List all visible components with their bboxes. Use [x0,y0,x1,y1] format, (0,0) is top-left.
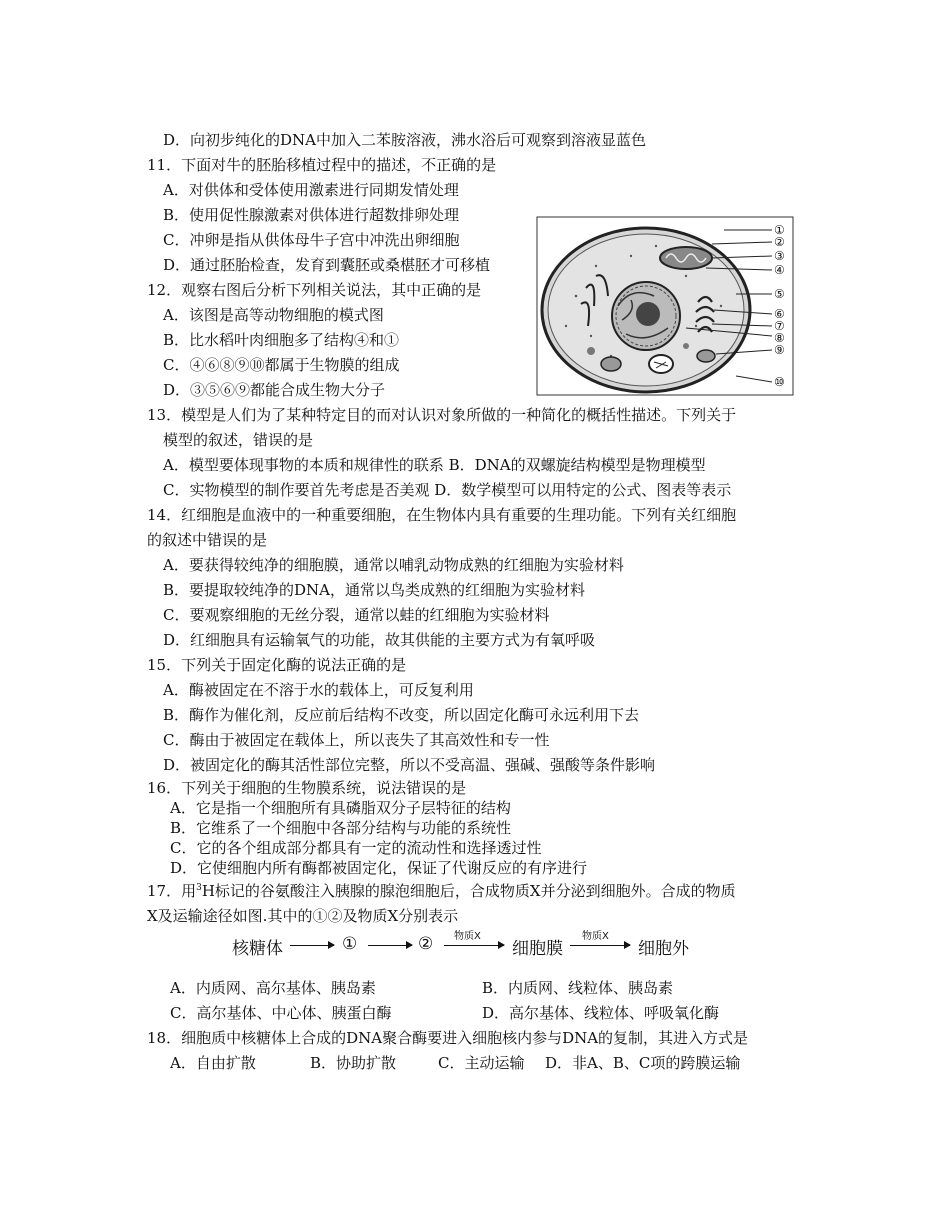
pathway-membrane: 细胞膜 [512,939,563,959]
q17-option-d: D．高尔基体、线粒体、呼吸氧化酶 [482,1004,720,1022]
q17-option-a: A．内质网、高尔基体、胰岛素 [170,979,376,997]
q15-stem: 15．下列关于固定化酶的说法正确的是 [147,656,407,674]
q15-option-b: B．酶作为催化剂，反应前后结构不改变，所以固定化酶可永远利用下去 [163,706,640,724]
figure-label-8: ⑧ [774,331,785,345]
figure-label-1: ① [774,223,785,237]
q11-stem: 11．下面对牛的胚胎移植过程中的描述，不正确的是 [147,156,497,174]
figure-label-3: ③ [774,249,785,263]
pathway-arrow-3 [444,945,504,946]
q14-stem-1: 14．红细胞是血液中的一种重要细胞，在生物体内具有重要的生理功能。下列有关红细胞 [147,506,737,524]
q12-option-d: D．③⑤⑥⑨都能合成生物大分子 [163,381,386,399]
q11-option-c: C．冲卵是指从供体母牛子宫中冲洗出卵细胞 [163,231,460,249]
q18-option-c: C．主动运输 [438,1054,525,1072]
q12-stem: 12．观察右图后分析下列相关说法，其中正确的是 [147,281,482,299]
q17-stem-2: X及运输途径如图.其中的①②及物质X分别表示 [147,907,459,925]
q17-stem-pre: 17．用 [147,882,197,900]
q18-option-b: B．协助扩散 [310,1054,397,1072]
q15-option-c: C．酶由于被固定在载体上，所以丧失了其高效性和专一性 [163,731,550,749]
q13-stem-1: 13．模型是人们为了某种特定目的而对认识对象所做的一种简化的概括性描述。下列关于 [147,406,737,424]
q12-option-a: A．该图是高等动物细胞的模式图 [163,306,384,324]
q15-option-a: A．酶被固定在不溶于水的载体上，可反复利用 [163,681,474,699]
q13-options-cd: C．实物模型的制作要首先考虑是否美观 D．数学模型可以用特定的公式、图表等表示 [163,481,732,499]
figure-label-5: ⑤ [774,287,785,301]
q12-option-b: B．比水稻叶肉细胞多了结构④和① [163,331,400,349]
q14-option-c: C．要观察细胞的无丝分裂，通常以蛙的红细胞为实验材料 [163,606,550,624]
q16-option-b: B．它维系了一个细胞中各部分结构与功能的系统性 [170,819,512,837]
q18-stem: 18．细胞质中核糖体上合成的DNA聚合酶要进入细胞核内参与DNA的复制，其进入方式是 [147,1029,749,1047]
q16-stem: 16．下列关于细胞的生物膜系统，说法错误的是 [147,779,467,797]
pathway-label-2: 物质X [582,931,609,942]
q16-option-d: D．它使细胞内所有酶都被固定化，保证了代谢反应的有序进行 [170,859,588,877]
q18-option-a: A．自由扩散 [170,1054,256,1072]
figure-label-6: ⑥ [774,307,785,321]
q12-option-c: C．④⑥⑧⑨⑩都属于生物膜的组成 [163,356,400,374]
q15-option-d: D．被固定化的酶其活性部位完整，所以不受高温、强碱、强酸等条件影响 [163,756,656,774]
figure-label-10: ⑩ [774,375,785,389]
q14-option-a: A．要获得较纯净的细胞膜，通常以哺乳动物成熟的红细胞为实验材料 [163,556,624,574]
pathway-arrow-2 [368,945,412,946]
figure-label-4: ④ [774,263,785,277]
q17-option-b: B．内质网、线粒体、胰岛素 [482,979,674,997]
figure-label-2: ② [774,235,785,249]
q14-stem-2: 的叙述中错误的是 [147,531,268,549]
pathway-ribosome: 核糖体 [232,939,283,959]
q13-stem-2: 模型的叙述，错误的是 [163,431,314,449]
pathway-arrow-1 [290,945,334,946]
pathway-extracellular: 细胞外 [638,939,689,959]
q16-option-c: C．它的各个组成部分都具有一定的流动性和选择透过性 [170,839,542,857]
q11-option-a: A．对供体和受体使用激素进行同期发情处理 [163,181,459,199]
pathway-step-1: ① [342,934,358,954]
figure-label-9: ⑨ [774,343,785,357]
q18-option-d: D．非A、B、C项的跨膜运输 [545,1054,741,1072]
pathway-arrow-4 [570,945,630,946]
pathway-step-2: ② [418,934,434,954]
q11-option-b: B．使用促性腺激素对供体进行超数排卵处理 [163,206,460,224]
q11-option-d: D．通过胚胎检查，发育到囊胚或桑椹胚才可移植 [163,256,491,274]
pathway-label-1: 物质X [454,931,481,942]
q17-superscript: 3 [196,883,202,893]
q17-option-c: C．高尔基体、中心体、胰蛋白酶 [170,1004,392,1022]
q17-stem-post: H标记的谷氨酸注入胰腺的腺泡细胞后，合成物质X并分泌到细胞外。合成的物质 [201,882,736,900]
q14-option-b: B．要提取较纯净的DNA，通常以鸟类成熟的红细胞为实验材料 [163,581,586,599]
secretion-pathway-diagram [232,930,732,960]
q16-option-a: A．它是指一个细胞所有具磷脂双分子层特征的结构 [170,799,511,817]
q17-stem-1 [147,881,736,901]
cell-diagram [536,216,794,396]
figure-label-7: ⑦ [774,319,785,333]
q10-option-d: D．向初步纯化的DNA中加入二苯胺溶液，沸水浴后可观察到溶液显蓝色 [163,131,647,149]
q14-option-d: D．红细胞具有运输氧气的功能，故其供能的主要方式为有氧呼吸 [163,631,596,649]
q13-options-ab: A．模型要体现事物的本质和规律性的联系 B．DNA的双螺旋结构模型是物理模型 [163,456,706,474]
